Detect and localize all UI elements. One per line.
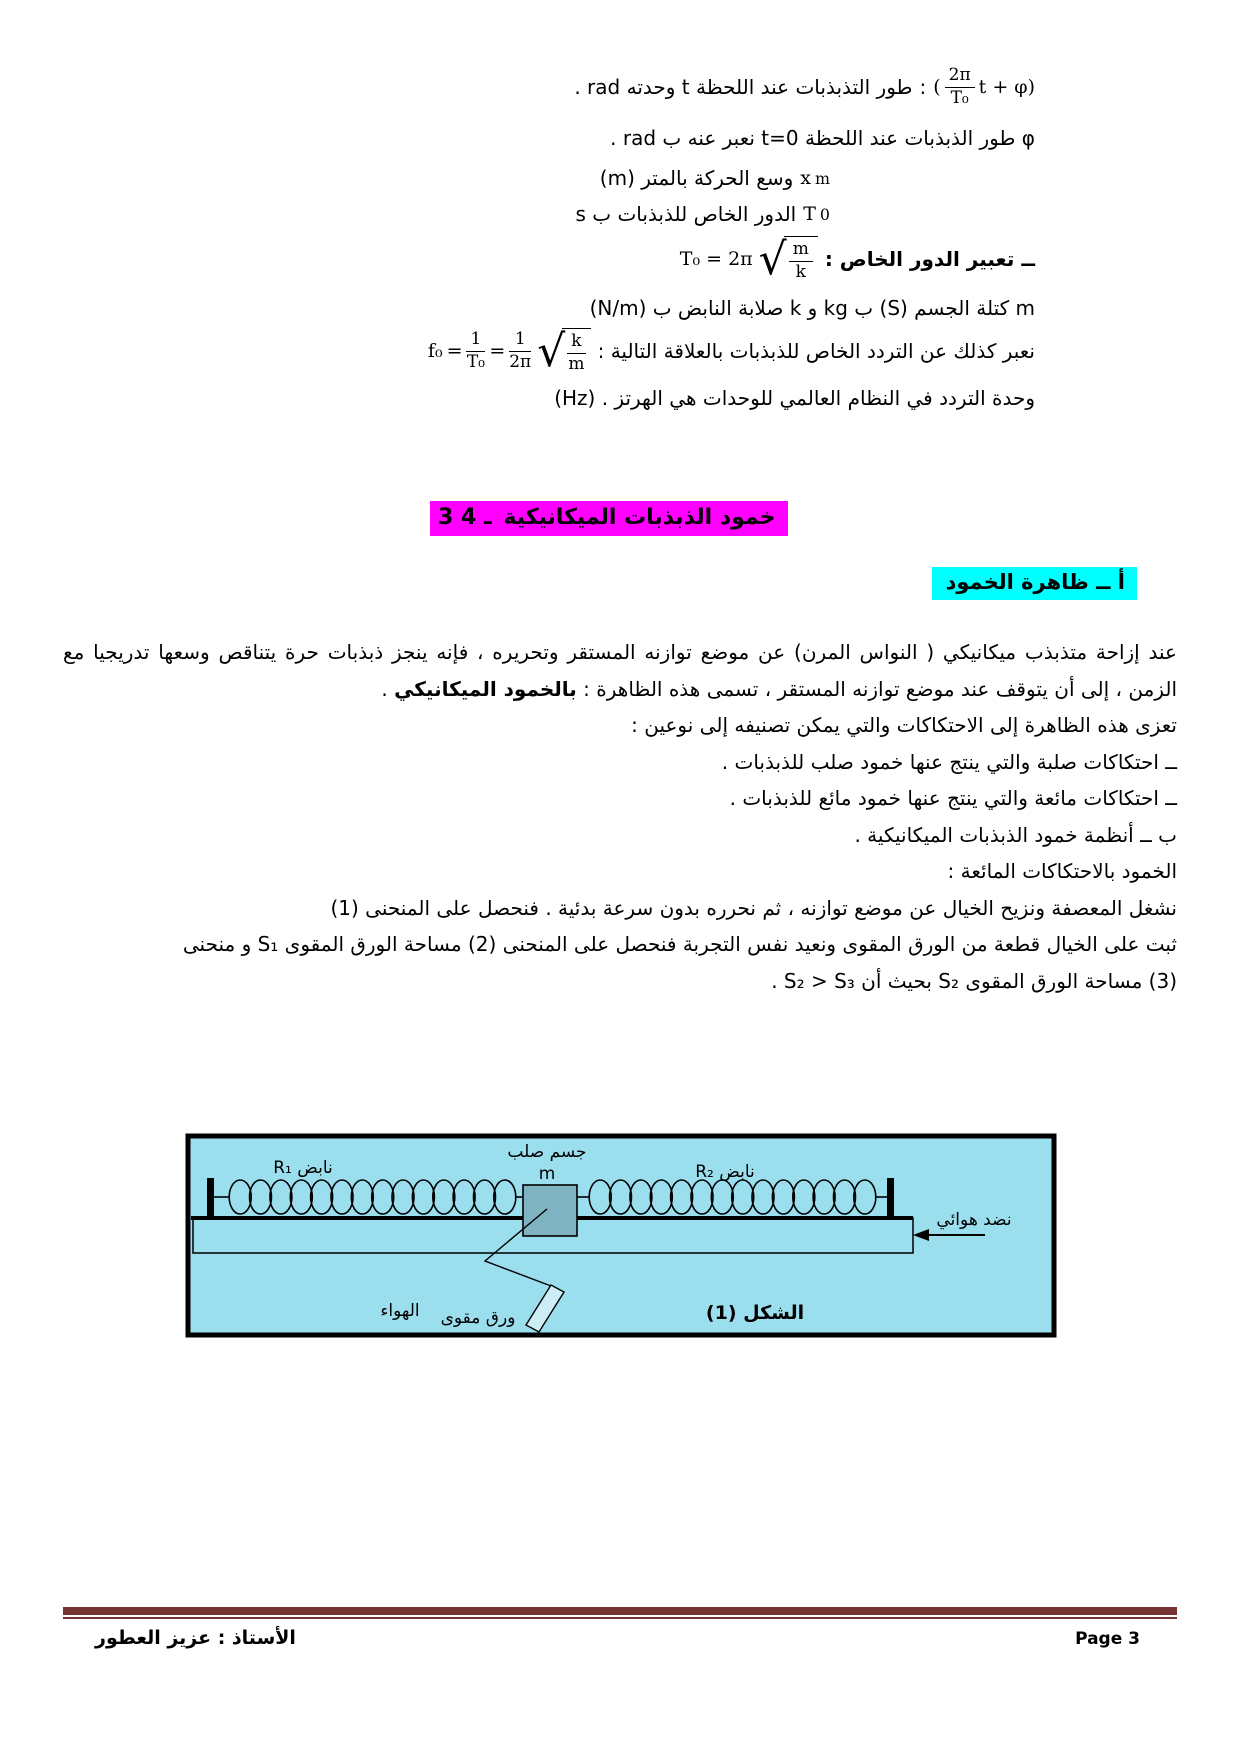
solid-body-label: جسم صلب: [507, 1142, 587, 1162]
footer-bar-thick-line: [63, 1607, 1177, 1615]
phase-formula: [933, 66, 1035, 108]
t0-subscript: 0: [819, 204, 830, 224]
section-header-highlighted: [430, 501, 788, 536]
fluid-friction-item: ــ احتكاكات مائعة والتي ينتج عنها خمود مائع للذبذبات .: [729, 786, 1177, 810]
square-root: [757, 233, 818, 285]
amplitude-definition-text: وسع الحركة بالمتر (m): [599, 166, 794, 191]
frequency-formula: [427, 325, 591, 377]
subsection-a-header-highlighted: أ ــ ظاهرة الخمود: [932, 567, 1137, 600]
f0-symbol: f₀: [427, 340, 443, 363]
subsection-b-title: ب ــ أنظمة خمود الذبذبات الميكانيكية .: [854, 822, 1177, 847]
experiment-step-2: ثبت على الخيال قطعة من الورق المقوى ونعيد نفس التجربة فنحصل على المنحنى (2) مساحة الورق المقوى S₁ و منحنى: [182, 932, 1177, 956]
phenomenon-paragraph: [63, 634, 1177, 707]
mechanical-damping-term: بالخمود الميكانيكي: [394, 676, 577, 701]
root-numerator: k: [567, 332, 585, 354]
figure-1-diagram: [185, 1133, 1057, 1338]
air-table-label: نضد هوائي: [936, 1210, 1012, 1230]
period-formula-lhs: T₀ = 2π: [679, 248, 753, 271]
frequency-text: نعبر كذلك عن التردد الخاص للذبذبات بالعلاقة التالية :: [597, 339, 1035, 364]
frequency-fraction-2: [509, 330, 531, 372]
fraction-denominator: 2π: [509, 351, 532, 372]
fraction-numerator: 1: [466, 330, 485, 352]
spring-r1-label: نابض R₁: [273, 1158, 333, 1178]
period-formula-label: ــ تعبير الدور الخاص :: [824, 247, 1035, 272]
square-root: [535, 325, 590, 377]
t0-symbol: [803, 203, 830, 225]
right-anchor-post: [887, 1178, 894, 1218]
figure-caption: الشكل (1): [705, 1302, 805, 1324]
fluid-damping-title: الخمود بالاحتكاكات المائعة :: [947, 859, 1177, 883]
root-denominator: m: [568, 353, 585, 374]
xm-base: x: [800, 167, 811, 190]
friction-types-intro: تعزى هذه الظاهرة إلى الاحتكاكات والتي يمكن تصنيفه إلى نوعين :: [631, 713, 1177, 737]
phase-definition-text: طور التذبذبات عند اللحظة t وحدته rad .: [574, 75, 913, 100]
amplitude-line: [185, 166, 830, 190]
equals-sign: =: [446, 340, 463, 363]
cardboard-label: ورق مقوى: [440, 1308, 516, 1328]
xm-symbol: [800, 167, 830, 189]
frequency-formula-line: [185, 325, 1035, 377]
footer-bar-thin-line: [63, 1617, 1177, 1619]
formula-open-paren: (: [933, 76, 941, 99]
footer-divider-bar: [63, 1607, 1177, 1619]
root-denominator: k: [795, 261, 806, 282]
body-paragraphs: [63, 634, 1177, 999]
experiment-step-1: نشغل المعصفة ونزيح الخيال عن موضع توازنه ، ثم نحرره بدون سرعة بدئية . فنحصل على المنحنى (1): [330, 895, 1177, 920]
period-formula-line: [185, 233, 1035, 285]
solid-friction-item: ــ احتكاكات صلبة والتي ينتج عنها خمود صلب للذبذبات .: [721, 749, 1177, 774]
air-label: الهواء: [380, 1301, 420, 1321]
xm-subscript: m: [814, 168, 830, 188]
mass-stiffness-line: [185, 296, 1035, 320]
left-anchor-post: [207, 1178, 214, 1218]
hertz-line: [185, 386, 1035, 410]
period-symbol-line: [185, 202, 830, 226]
section-number: 3 ـ 4: [438, 505, 492, 530]
teacher-name: الأستاذ : عزيز العطور: [95, 1627, 296, 1649]
root-numerator: m: [789, 240, 813, 262]
mass-stiffness-text: m كتلة الجسم (S) ب kg و k صلابة النابض ب (N/m): [589, 296, 1035, 321]
t0-base: T: [803, 203, 816, 226]
radical-sign: √: [758, 233, 787, 285]
phi-line: [185, 126, 1035, 150]
spring-r2-label: نابض R₂: [695, 1162, 755, 1182]
phenomenon-text: عند إزاحة متذبذب ميكانيكي ( النواس المرن) عن موضع توازنه المستقر وتحريره ، فإنه ينجز ذبذبات حرة يتناقص وسعها تدريجيا مع الزمن ، إلى أن يتوقف عند موضع توازنه المستقر ، تسمى هذه الظاهرة :: [63, 640, 1177, 701]
page-number: Page 3: [1075, 1629, 1140, 1649]
phase-fraction: [945, 66, 975, 108]
period-definition-text: الدور الخاص للذبذبات ب s: [575, 202, 797, 227]
formula-tail: t + φ): [978, 76, 1035, 99]
radical-sign: √: [537, 325, 566, 377]
fraction-denominator: T₀: [466, 351, 485, 372]
equals-sign: =: [489, 340, 506, 363]
hertz-text: وحدة التردد في النظام العالمي للوحدات هي الهرتز . (Hz): [554, 386, 1035, 411]
fraction-numerator: 1: [509, 330, 531, 352]
experiment-step-3: (3) مساحة الورق المقوى S₂ بحيث أن S₂ > S₃ .: [771, 968, 1177, 993]
solid-body-mass: [523, 1185, 577, 1236]
period-formula: [679, 233, 818, 285]
sentence-end: .: [381, 676, 388, 701]
mass-m-label: m: [538, 1164, 556, 1184]
frequency-fraction-1: [466, 330, 485, 372]
fraction-denominator: T₀: [950, 87, 969, 108]
phase-line: [185, 66, 1035, 108]
phi-definition-text: φ طور الذبذبات عند اللحظة t=0 نعبر عنه ب rad .: [610, 126, 1035, 151]
intro-formulas-block: [185, 66, 1035, 410]
fraction-numerator: 2π: [945, 66, 975, 88]
colon-separator: :: [919, 75, 927, 100]
section-title: خمود الذبذبات الميكانيكية: [503, 505, 776, 530]
